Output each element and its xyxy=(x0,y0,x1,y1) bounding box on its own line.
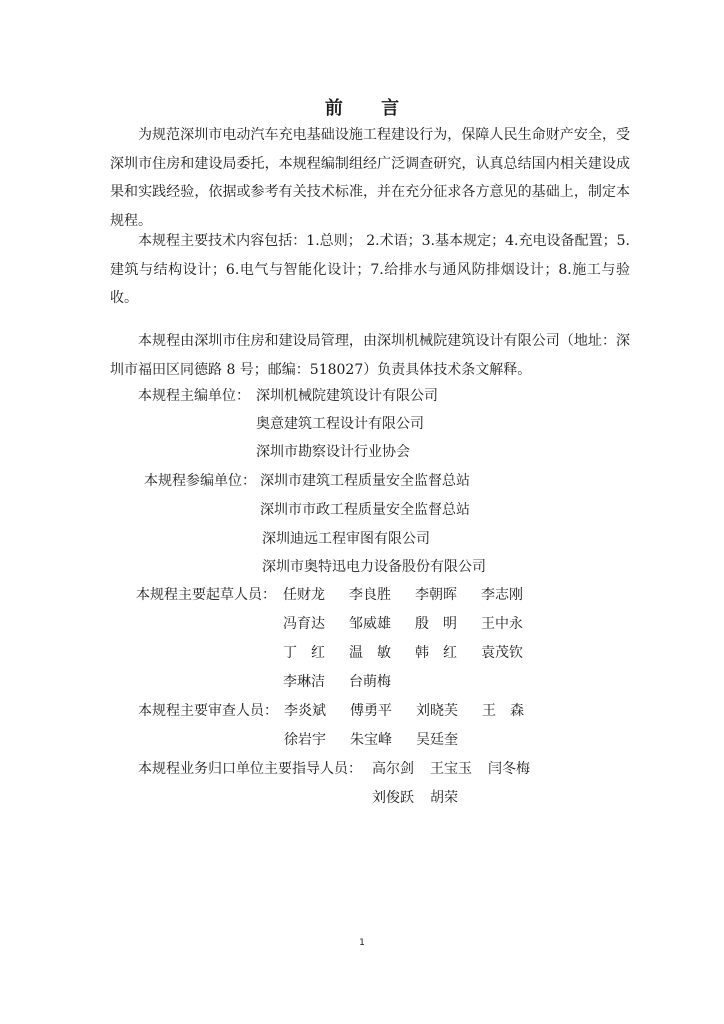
person-name: 丁 红 xyxy=(283,645,325,661)
person-name: 王 森 xyxy=(482,703,524,719)
participating-unit-item: 深圳市市政工程质量安全监督总站 xyxy=(260,502,470,518)
reviewers-row xyxy=(284,701,548,721)
reviewers-label: 本规程主要审查人员： xyxy=(138,703,278,719)
person-name: 朱宝峰 xyxy=(350,732,392,748)
drafters-row xyxy=(283,672,415,692)
chief-unit-item: 深圳机械院建筑设计有限公司 xyxy=(256,388,438,404)
supervisors-row xyxy=(372,788,488,808)
person-name: 殷 明 xyxy=(415,616,457,632)
drafters-row xyxy=(283,585,547,605)
page-title: 前 言 xyxy=(324,98,416,119)
person-name: 邹威雄 xyxy=(349,616,391,632)
person-name: 李琳洁 xyxy=(283,674,325,690)
participating-units-label: 本规程参编单位： xyxy=(144,473,256,489)
paragraph-contents: 本规程主要技术内容包括：1.总则； 2.术语；3.基本规定；4.充电设备配置；5.建筑与结构设计；6.电气与智能化设计；7.给排水与通风防排烟设计；8.施工与验收。 xyxy=(110,233,630,306)
person-name: 胡荣 xyxy=(430,790,458,806)
person-name: 李朝晖 xyxy=(415,587,457,603)
person-name: 韩 红 xyxy=(415,645,457,661)
reviewers-row xyxy=(284,730,482,750)
person-name: 温 敏 xyxy=(349,645,391,661)
drafters-label: 本规程主要起草人员： xyxy=(136,587,276,603)
person-name: 刘晓芙 xyxy=(416,703,458,719)
page-number: 1 xyxy=(359,938,365,948)
person-name: 吴廷奎 xyxy=(416,732,458,748)
paragraph-management: 本规程由深圳市住房和建设局管理，由深圳机械院建筑设计有限公司（地址：深圳市福田区同德路 8 号；邮编：518027）负责具体技术条文解释。 xyxy=(110,333,630,378)
supervisors-row xyxy=(372,759,546,779)
person-name: 李炎斌 xyxy=(284,703,326,719)
person-name: 徐岩宇 xyxy=(284,732,326,748)
person-name: 王中永 xyxy=(481,616,523,632)
paragraph-purpose: 为规范深圳市电动汽车充电基础设施工程建设行为，保障人民生命财产安全，受深圳市住房和建设局委托，本规程编制组经广泛调查研究，认真总结国内相关建设成果和实践经验，依据或参考有关技术标准，并在充分征求各方意见的基础上，制定本规程。 xyxy=(110,127,630,229)
person-name: 袁茂钦 xyxy=(481,645,523,661)
drafters-row xyxy=(283,643,547,663)
supervisors-label: 本规程业务归口单位主要指导人员： xyxy=(138,761,362,777)
person-name: 王宝玉 xyxy=(430,761,472,777)
chief-unit-item: 深圳市勘察设计行业协会 xyxy=(256,444,410,460)
person-name: 闫冬梅 xyxy=(488,761,530,777)
participating-unit-item: 深圳市建筑工程质量安全监督总站 xyxy=(260,473,470,489)
person-name: 高尔剑 xyxy=(372,761,414,777)
person-name: 李志刚 xyxy=(481,587,523,603)
person-name: 李良胜 xyxy=(349,587,391,603)
chief-unit-item: 奥意建筑工程设计有限公司 xyxy=(256,416,424,432)
person-name: 台萌梅 xyxy=(349,674,391,690)
person-name: 冯育达 xyxy=(283,616,325,632)
participating-unit-item: 深圳市奥特迅电力设备股份有限公司 xyxy=(262,559,486,575)
person-name: 刘俊跃 xyxy=(372,790,414,806)
participating-unit-item: 深圳迪远工程审图有限公司 xyxy=(262,531,430,547)
person-name: 傅勇平 xyxy=(350,703,392,719)
chief-units-label: 本规程主编单位： xyxy=(138,388,250,404)
person-name: 任财龙 xyxy=(283,587,325,603)
drafters-row xyxy=(283,614,547,634)
